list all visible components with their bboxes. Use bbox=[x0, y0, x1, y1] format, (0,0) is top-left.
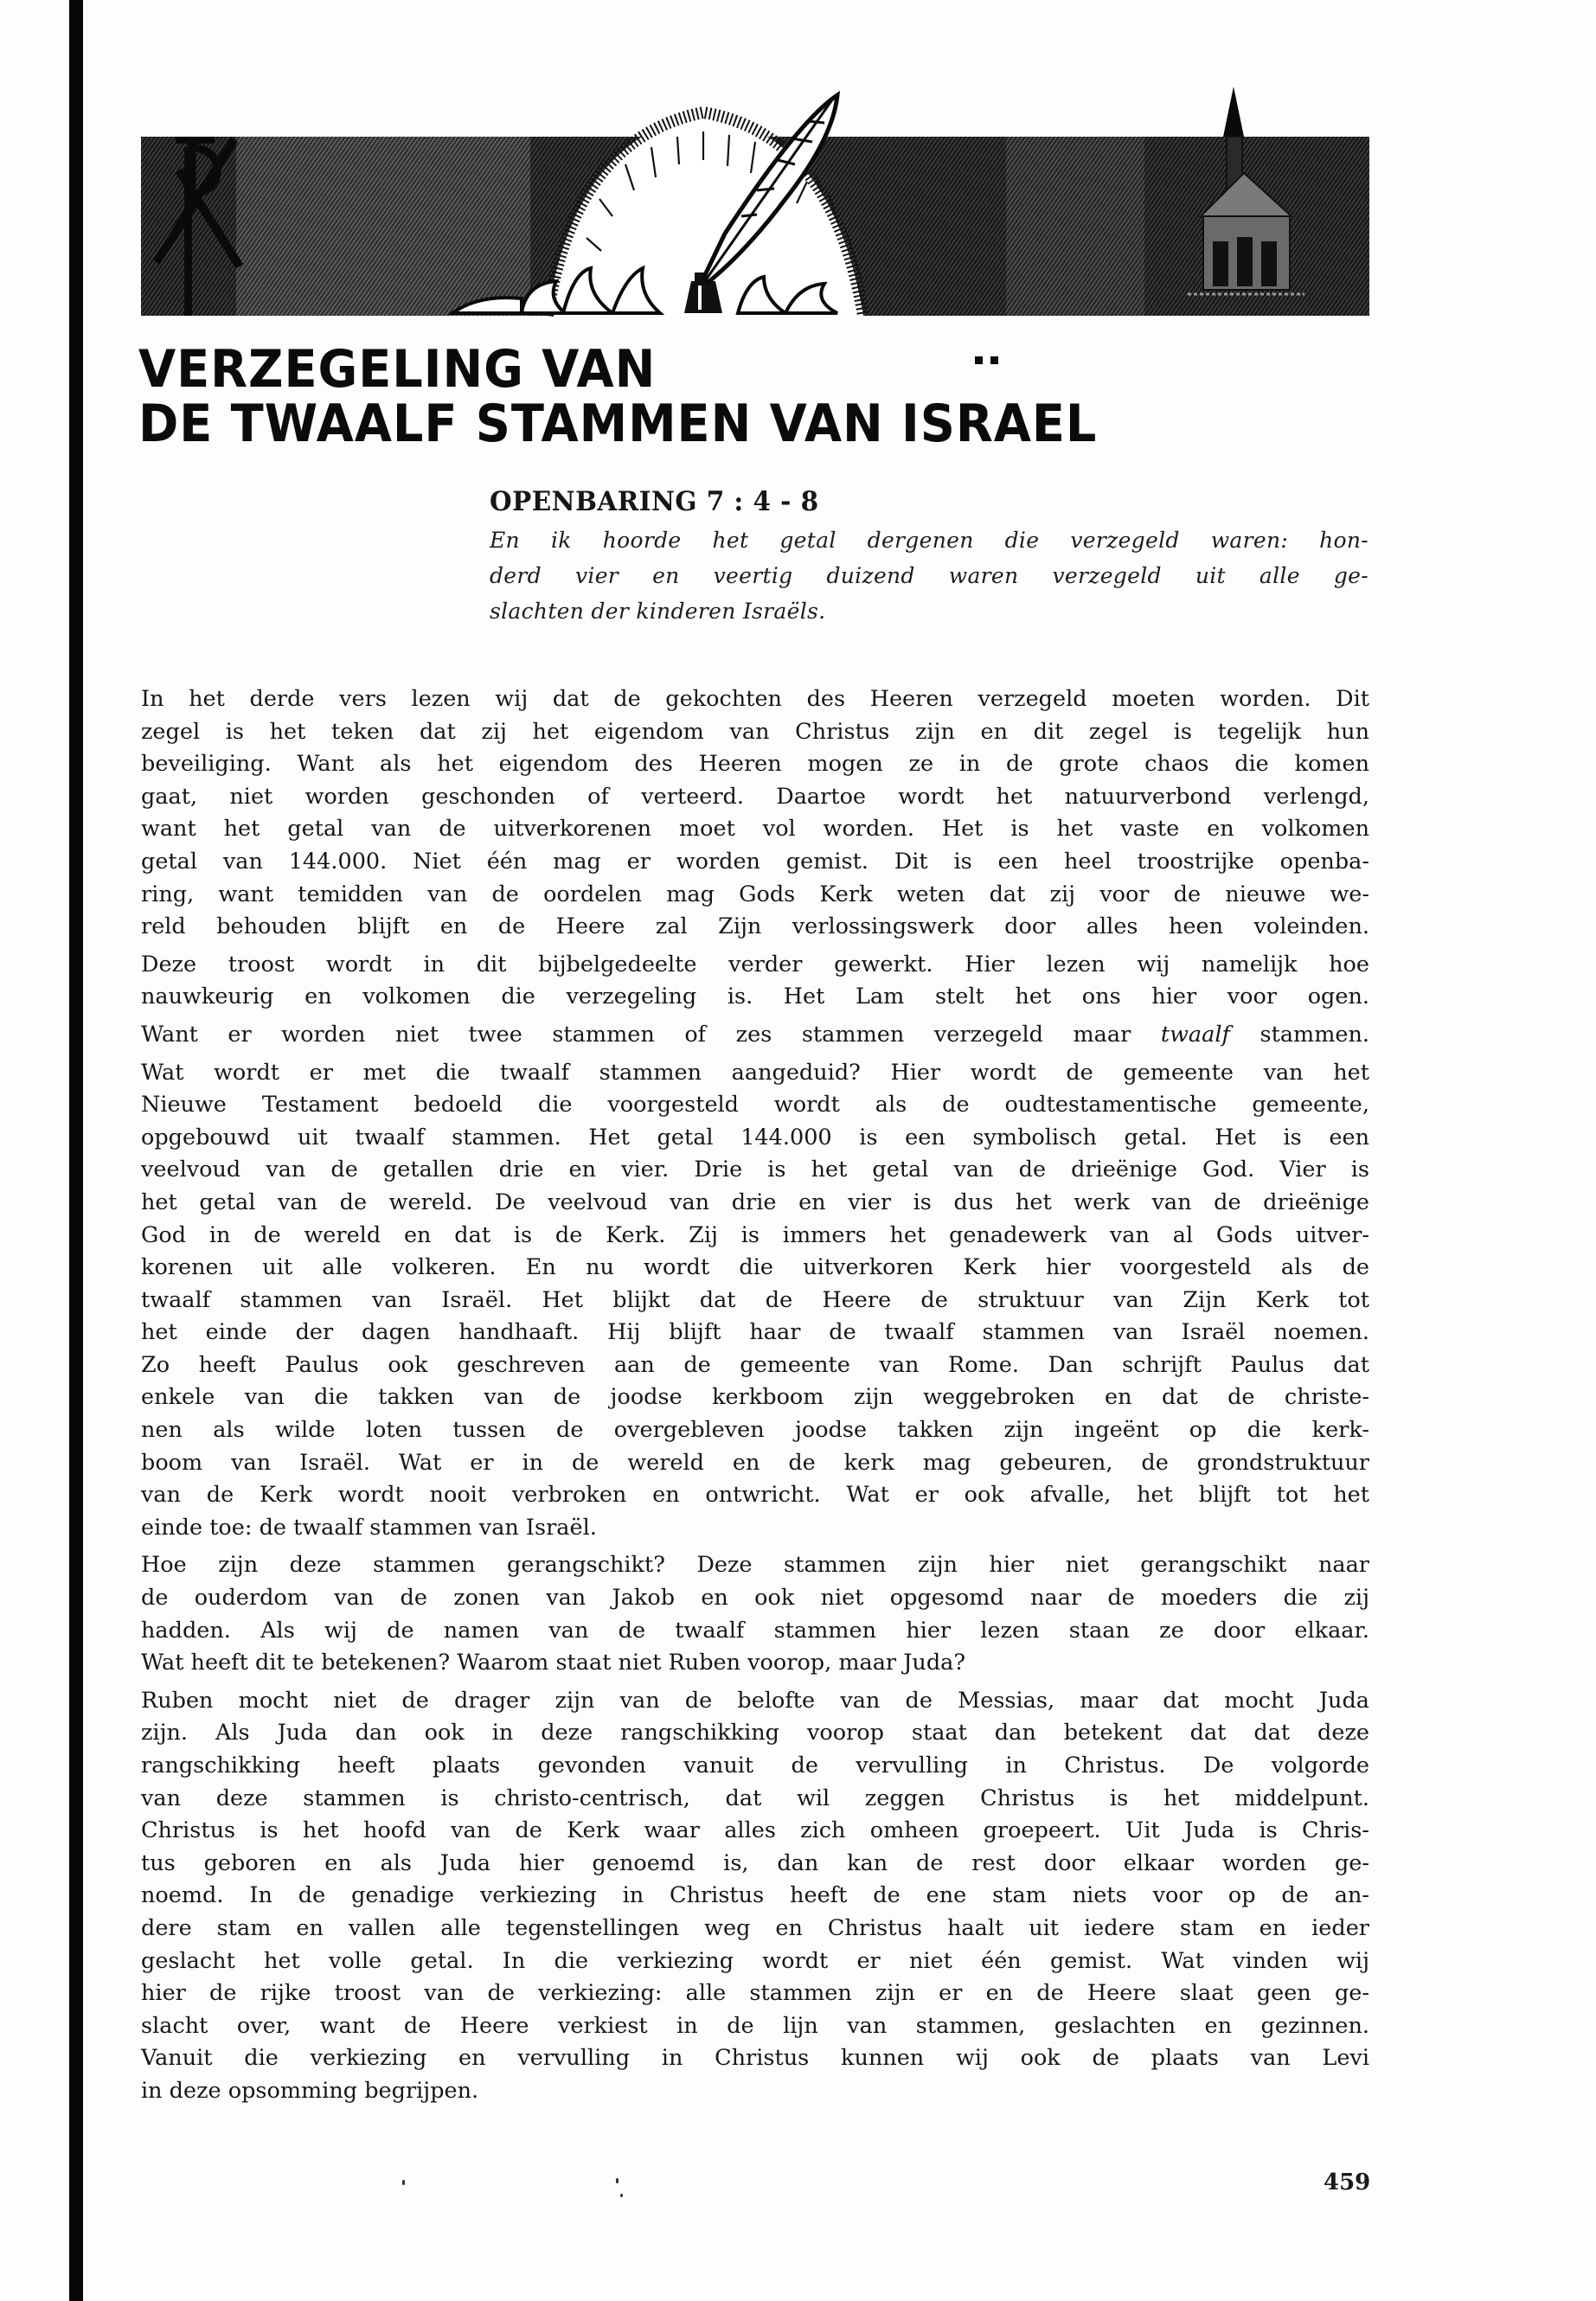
paragraph-3 bbox=[141, 1019, 1369, 1052]
body-line: God in de wereld en dat is de Kerk. Zij is immers het genadewerk van al Gods uitver- bbox=[141, 1221, 1369, 1248]
body-line: tus geboren en als Juda hier genoemd is, dan kan de rest door elkaar worden ge- bbox=[141, 1849, 1369, 1876]
body-line: de ouderdom van de zonen van Jakob en ook niet opgesomd naar de moeders die zij bbox=[141, 1585, 1369, 1612]
body-line: Deze troost wordt in dit bijbelgedeelte verder gewerkt. Hier lezen wij namelijk hoe bbox=[141, 951, 1369, 977]
body-line: van deze stammen is christo-centrisch, dat wil zeggen Christus is het middelpunt. bbox=[141, 1785, 1369, 1811]
body-line: korenen uit alle volkeren. En nu wordt die uitverkoren Kerk hier voorgesteld als de bbox=[141, 1254, 1369, 1281]
body-line: geslacht het volle getal. In die verkiezing wordt er niet één gemist. Wat vinden wij bbox=[141, 1947, 1369, 1974]
article-title bbox=[138, 339, 1098, 454]
body-line: noemd. In de genadige verkiezing in Christus heeft de ene stam niets voor op de an- bbox=[141, 1882, 1369, 1909]
body-line: boom van Israël. Wat er in de wereld en de kerk mag gebeuren, de grondstruktuur bbox=[141, 1449, 1369, 1476]
body-line: hier de rijke troost van de verkiezing: alle stammen zijn er en de Heere slaat geen ge- bbox=[141, 1980, 1369, 2007]
paragraph-2 bbox=[141, 949, 1369, 1014]
body-line: nen als wilde loten tussen de overgebleven joodse takken zijn ingeënt op die kerk- bbox=[141, 1417, 1369, 1444]
body-line: zijn. Als Juda dan ook in deze rangschikking voorop staat dan betekent dat dat deze bbox=[141, 1720, 1369, 1747]
body-text-run: Want er worden niet twee stammen of zes stammen verzegeld maar bbox=[141, 1021, 1161, 1048]
scan-speck bbox=[402, 2180, 405, 2185]
article-body bbox=[141, 683, 1369, 2113]
body-line: het getal van de wereld. De veelvoud van drie en vier is dus het werk van de drieënige bbox=[141, 1189, 1369, 1215]
binding-edge-bar bbox=[69, 0, 83, 2301]
body-text-run: stammen. bbox=[1229, 1021, 1370, 1048]
body-line: In het derde vers lezen wij dat de gekochten des Heeren verzegeld moeten worden. Dit bbox=[141, 686, 1369, 712]
body-line: van de Kerk wordt nooit verbroken en ontwricht. Wat er ook afvalle, het blijft tot het bbox=[141, 1482, 1369, 1509]
body-line: nauwkeurig en volkomen die verzegeling is. Het Lam stelt het ons hier voor ogen. bbox=[141, 984, 1369, 1010]
body-line bbox=[141, 1019, 1369, 1052]
paragraph-6 bbox=[141, 1685, 1369, 2108]
body-line: Hoe zijn deze stammen gerangschikt? Deze stammen zijn hier niet gerangschikt naar bbox=[141, 1552, 1369, 1579]
body-line: slacht over, want de Heere verkiest in de lijn van stammen, geslachten en gezinnen. bbox=[141, 2012, 1369, 2039]
body-line: dere stam en vallen alle tegenstellingen weg en Christus haalt uit iedere stam en ieder bbox=[141, 1914, 1369, 1941]
scripture-quote-line: slachten der kinderen Israëls. bbox=[490, 599, 826, 624]
paragraph-5 bbox=[141, 1549, 1369, 1679]
body-line: Ruben mocht niet de drager zijn van de belofte van de Messias, maar dat mocht Juda bbox=[141, 1687, 1369, 1714]
body-line: ring, want temidden van de oordelen mag Gods Kerk weten dat zij voor de nieuwe we- bbox=[141, 881, 1369, 907]
body-line: beveiliging. Want als het eigendom des Heeren mogen ze in de grote chaos die komen bbox=[141, 751, 1369, 778]
body-line: reld behouden blijft en de Heere zal Zijn verlossingswerk door alles heen voleinden. bbox=[141, 913, 1369, 940]
body-line: gaat, niet worden geschonden of verteerd. Daartoe wordt het natuurverbond verlengd, bbox=[141, 783, 1369, 810]
emphasized-word: twaalf bbox=[1160, 1021, 1230, 1048]
title-diaeresis-marks bbox=[975, 356, 1001, 365]
body-line: hadden. Als wij de namen van de twaalf stammen hier lezen staan ze door elkaar. bbox=[141, 1617, 1369, 1644]
paragraph-4 bbox=[141, 1057, 1369, 1545]
paragraph-1 bbox=[141, 683, 1369, 944]
body-line: einde toe: de twaalf stammen van Israël. bbox=[141, 1514, 597, 1541]
body-line: in deze opsomming begrijpen. bbox=[141, 2077, 479, 2104]
scripture-quote-line: derd vier en veertig duizend waren verzegeld uit alle ge- bbox=[490, 563, 1368, 588]
page-number: 459 bbox=[1324, 2170, 1371, 2195]
scan-speck bbox=[620, 2194, 623, 2197]
scripture-reference: OPENBARING 7 : 4 - 8 bbox=[490, 486, 819, 517]
body-line: Wat wordt er met die twaalf stammen aangeduid? Hier wordt de gemeente van het bbox=[141, 1059, 1369, 1086]
scripture-block bbox=[490, 486, 1368, 629]
body-line: opgebouwd uit twaalf stammen. Het getal 144.000 is een symbolisch getal. Het is een bbox=[141, 1124, 1369, 1150]
body-line: want het getal van de uitverkorenen moet vol worden. Het is het vaste en volkomen bbox=[141, 816, 1369, 843]
body-line: veelvoud van de getallen drie en vier. Drie is het getal van de drieënige God. Vier is bbox=[141, 1157, 1369, 1183]
body-line: getal van 144.000. Niet één mag er worden gemist. Dit is een heel troostrijke openba- bbox=[141, 848, 1369, 875]
title-line-2: DE TWAALF STAMMEN VAN ISRAEL bbox=[138, 394, 1098, 454]
body-line: het einde der dagen handhaaft. Hij blijft haar de twaalf stammen van Israël noemen. bbox=[141, 1319, 1369, 1346]
header-illustration-svg bbox=[141, 87, 1369, 320]
body-line: Vanuit die verkiezing en vervulling in Christus kunnen wij ook de plaats van Levi bbox=[141, 2045, 1369, 2072]
body-line: zegel is het teken dat zij het eigendom van Christus zijn en dit zegel is tegelijk hun bbox=[141, 718, 1369, 745]
body-line: Zo heeft Paulus ook geschreven aan de gemeente van Rome. Dan schrijft Paulus dat bbox=[141, 1351, 1369, 1378]
body-line: Nieuwe Testament bedoeld die voorgesteld wordt als de oudtestamentische gemeente, bbox=[141, 1092, 1369, 1118]
title-line-1: VERZEGELING VAN bbox=[138, 339, 657, 400]
body-line: Christus is het hoofd van de Kerk waar alles zich omheen groepeert. Uit Juda is Chris- bbox=[141, 1817, 1369, 1844]
body-line: rangschikking heeft plaats gevonden vanuit de vervulling in Christus. De volgorde bbox=[141, 1753, 1369, 1779]
body-line: enkele van die takken van de joodse kerkboom zijn weggebroken en dat de christe- bbox=[141, 1384, 1369, 1411]
scan-speck bbox=[616, 2178, 619, 2183]
body-line: twaalf stammen van Israël. Het blijkt dat de Heere de struktuur van Zijn Kerk tot bbox=[141, 1286, 1369, 1313]
header-illustration bbox=[141, 87, 1369, 320]
body-line: Wat heeft dit te betekenen? Waarom staat niet Ruben voorop, maar Juda? bbox=[141, 1650, 966, 1676]
scripture-quote-line: En ik hoorde het getal dergenen die verzegeld waren: hon- bbox=[490, 528, 1368, 553]
